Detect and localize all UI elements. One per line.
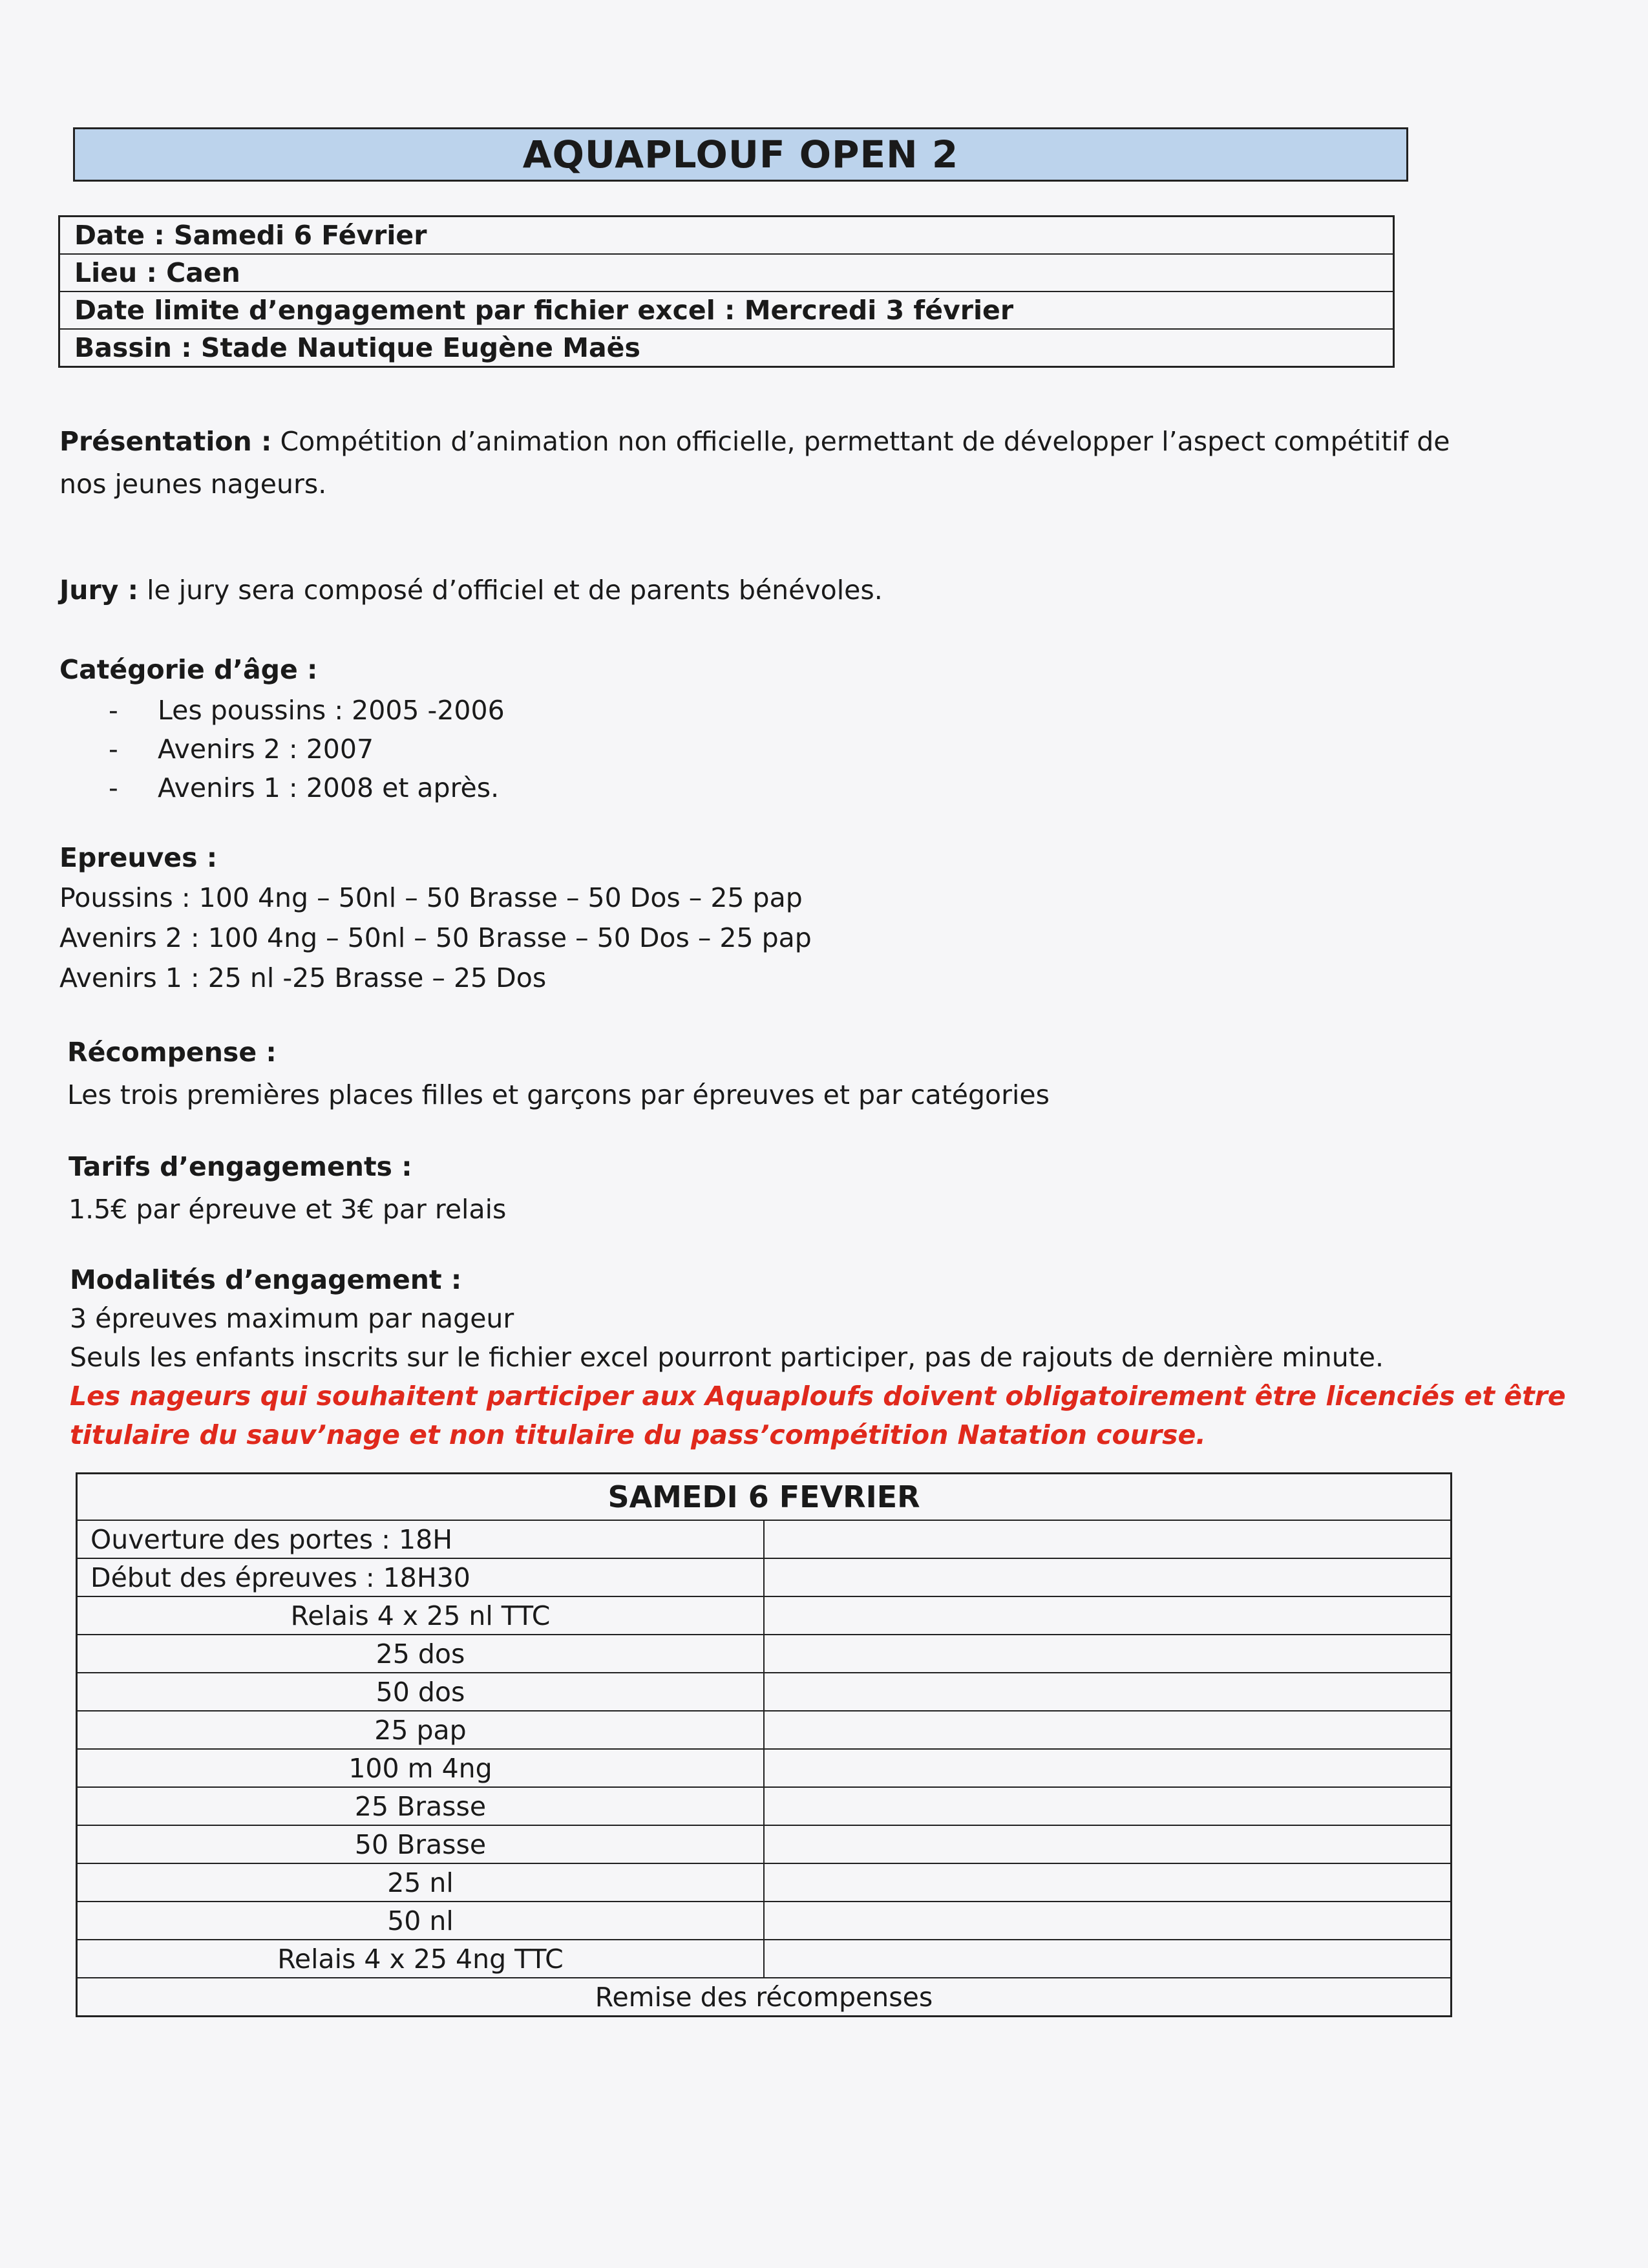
schedule-row [77, 1787, 1452, 1825]
categorie-item: - Avenirs 1 : 2008 et après. [109, 772, 500, 803]
schedule-row [77, 1863, 1452, 1902]
categorie-item: - Avenirs 2 : 2007 [109, 734, 374, 765]
schedule-empty-cell [764, 1863, 1452, 1902]
schedule-empty-cell [764, 1596, 1452, 1635]
info-lieu: Lieu : Caen [59, 254, 1394, 291]
schedule-empty-cell [764, 1520, 1452, 1558]
schedule-cell: 100 m 4ng [77, 1749, 765, 1787]
presentation-text-2: nos jeunes nageurs. [59, 469, 327, 500]
document-title: AQUAPLOUF OPEN 2 [73, 127, 1408, 182]
modalites-text: 3 épreuves maximum par nageur [70, 1303, 514, 1334]
schedule-row [77, 1711, 1452, 1749]
schedule-empty-cell [764, 1940, 1452, 1978]
categorie-section [59, 648, 505, 807]
schedule-cell: Ouverture des portes : 18H [77, 1520, 765, 1558]
schedule-row [77, 1596, 1452, 1635]
info-deadline: Date limite d’engagement par fichier excel : Mercredi 3 février [59, 291, 1394, 329]
recompense-section [67, 1031, 1050, 1116]
schedule-cell: 25 dos [77, 1635, 765, 1673]
presentation-label: Présentation : [59, 426, 272, 457]
schedule-empty-cell [764, 1711, 1452, 1749]
epreuves-label: Epreuves : [59, 842, 218, 873]
jury-section [59, 569, 883, 611]
schedule-header-row [77, 1474, 1452, 1521]
info-row [59, 329, 1394, 367]
recompense-label: Récompense : [67, 1037, 277, 1068]
schedule-cell: 50 dos [77, 1673, 765, 1711]
tarifs-section [69, 1145, 506, 1231]
jury-text: le jury sera composé d’officiel et de parents bénévoles. [138, 575, 883, 606]
categorie-item: - Les poussins : 2005 -2006 [109, 695, 505, 726]
info-row [59, 217, 1394, 255]
schedule-cell: 25 nl [77, 1863, 765, 1902]
schedule-empty-cell [764, 1558, 1452, 1596]
modalites-section [70, 1260, 1566, 1454]
schedule-cell: Relais 4 x 25 4ng TTC [77, 1940, 765, 1978]
schedule-cell: Relais 4 x 25 nl TTC [77, 1596, 765, 1635]
epreuves-line: Avenirs 2 : 100 4ng – 50nl – 50 Brasse – 50 Dos – 25 pap [59, 922, 812, 953]
schedule-row [77, 1673, 1452, 1711]
presentation-text: Compétition d’animation non officielle, permettant de développer l’aspect compétitif de [271, 426, 1450, 457]
schedule-cell: 50 Brasse [77, 1825, 765, 1863]
schedule-footer-row [77, 1978, 1452, 2017]
schedule-empty-cell [764, 1787, 1452, 1825]
schedule-row [77, 1940, 1452, 1978]
event-info-table [58, 215, 1395, 368]
schedule-row [77, 1825, 1452, 1863]
presentation-section [59, 420, 1450, 505]
schedule-row [77, 1520, 1452, 1558]
recompense-text: Les trois premières places filles et garçons par épreuves et par catégories [67, 1079, 1050, 1110]
epreuves-section [59, 838, 812, 998]
info-date: Date : Samedi 6 Février [59, 217, 1394, 255]
modalites-text: Seuls les enfants inscrits sur le fichier excel pourront participer, pas de rajouts de dernière minute. [70, 1342, 1384, 1373]
schedule-footer: Remise des récompenses [77, 1978, 1452, 2017]
warning-text: Les nageurs qui souhaitent participer aux Aquaploufs doivent obligatoirement être licenciés et être [70, 1381, 1566, 1412]
schedule-header: SAMEDI 6 FEVRIER [77, 1474, 1452, 1521]
schedule-empty-cell [764, 1673, 1452, 1711]
modalites-label: Modalités d’engagement : [70, 1264, 462, 1295]
info-bassin: Bassin : Stade Nautique Eugène Maës [59, 329, 1394, 367]
tarifs-label: Tarifs d’engagements : [69, 1151, 412, 1182]
schedule-empty-cell [764, 1825, 1452, 1863]
jury-label: Jury : [59, 575, 139, 606]
schedule-empty-cell [764, 1635, 1452, 1673]
schedule-empty-cell [764, 1902, 1452, 1940]
info-row [59, 254, 1394, 291]
schedule-row [77, 1635, 1452, 1673]
schedule-row [77, 1749, 1452, 1787]
schedule-cell: 25 Brasse [77, 1787, 765, 1825]
categorie-label: Catégorie d’âge : [59, 654, 318, 685]
schedule-cell: 50 nl [77, 1902, 765, 1940]
schedule-row [77, 1558, 1452, 1596]
warning-text: titulaire du sauv’nage et non titulaire du pass’compétition Natation course. [70, 1419, 1206, 1450]
schedule-cell: Début des épreuves : 18H30 [77, 1558, 765, 1596]
tarifs-text: 1.5€ par épreuve et 3€ par relais [69, 1194, 507, 1225]
info-row [59, 291, 1394, 329]
schedule-table [76, 1472, 1452, 2017]
schedule-cell: 25 pap [77, 1711, 765, 1749]
schedule-row [77, 1902, 1452, 1940]
epreuves-line: Avenirs 1 : 25 nl -25 Brasse – 25 Dos [59, 962, 547, 993]
schedule-empty-cell [764, 1749, 1452, 1787]
epreuves-line: Poussins : 100 4ng – 50nl – 50 Brasse – 50 Dos – 25 pap [59, 882, 803, 913]
